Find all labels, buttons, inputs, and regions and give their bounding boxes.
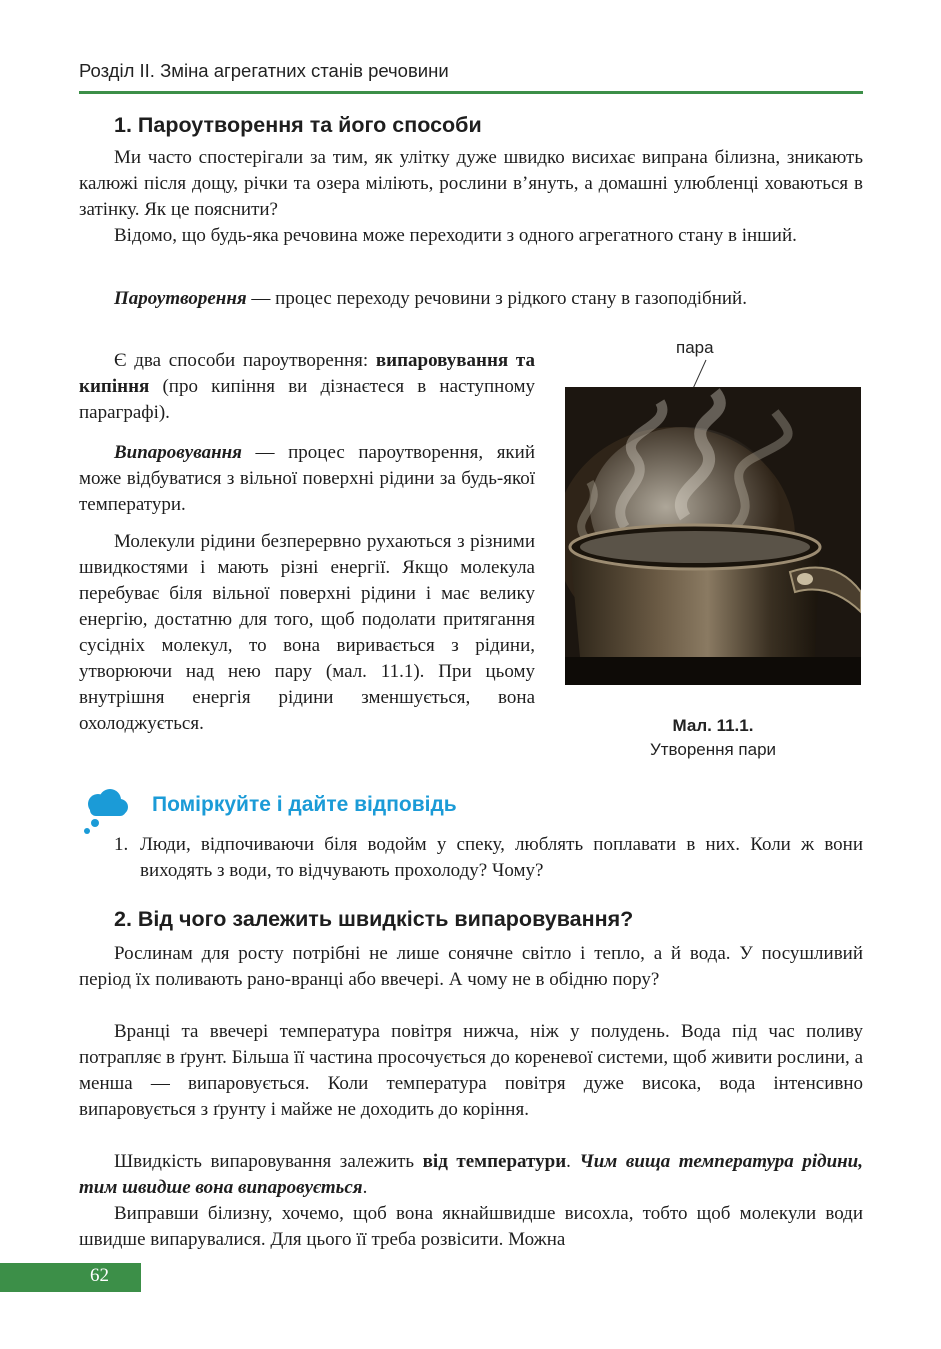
methods-bold: випаровування та кипіння: [79, 350, 535, 397]
chapter-header: Розділ ІІ. Зміна агрегатних станів речовини: [79, 60, 449, 81]
question-list: [114, 832, 863, 884]
section-1-paragraph-1: Ми часто спостерігали за тим, як улітку дуже швидко висихає випрана білизна, зникають калюжі після дощу, річки та озера міліють, рослини в’януть, а домашні улюбленці ховаються в затінку. Як це пояснити?: [79, 147, 863, 220]
header-divider: [79, 91, 863, 94]
temperature-bold: від температури: [422, 1151, 567, 1172]
definition-text: — процес переходу речовини з рідкого стану в газоподібний.: [246, 288, 747, 309]
molecules-paragraph: Молекули рідини безперервно рухаються з різними швидкостями і мають різні енергії. Якщо молекула перебуває біля вільної поверхні рідини і має велику енергію, достатню для того, щоб подолати притягання сусідніх молекул, то вона виривається з рідини, утворюючи над нею пару (мал. 11.1). При цьому внутрішня енергія рідини зменшується, вона охолоджується.: [79, 531, 535, 734]
methods-text-start: Є два способи пароутворення:: [114, 350, 376, 371]
think-block-title: Поміркуйте і дайте відповідь: [152, 793, 457, 816]
section-2-paragraph-2: Вранці та ввечері температура повітря нижча, ніж у полудень. Вода під час поливу потрапляє в ґрунт. Більша її частина просочується до кореневої системи, щоб живити рослини, а менша — випаровується. Коли температура повітря дуже висока, вода інтенсивно випаровується з ґрунту і майже не доходить до коріння.: [79, 1021, 863, 1120]
section-2-paragraph-3: [79, 1149, 863, 1201]
steaming-pot-photo: [565, 387, 861, 685]
section-2-paragraph-4: Виправши білизну, хочемо, щоб вона якнайшвидше висохла, тобто щоб молекули води швидше випарувалися. Для цього її треба розвісити. Можна: [79, 1203, 863, 1250]
evaporation-text: — процес пароутворення, який може відбуватися з вільної поверхні рідини за будь-якої температури.: [79, 442, 535, 515]
temperature-dot: .: [566, 1151, 580, 1172]
steaming-pot-illustration: [565, 387, 861, 685]
page-number-bar: [0, 1263, 141, 1292]
methods-text-end: (про кипіння ви дізнаєтеся в наступному параграфі).: [79, 376, 535, 423]
definition-term: Пароутворення: [114, 288, 247, 309]
figure-caption: [565, 714, 861, 762]
methods-paragraph: [79, 348, 535, 426]
definition-paragraph: [79, 286, 863, 312]
section-2-heading: 2. Від чого залежить швидкість випаровування?: [114, 907, 634, 931]
section-1-heading: 1. Пароутворення та його способи: [114, 113, 482, 137]
question-1-number: 1.: [114, 834, 129, 855]
question-1-text: Люди, відпочиваючи біля водойм у спеку, люблять поплавати в них. Коли ж вони виходять з води, то відчувають прохолоду? Чому?: [140, 834, 863, 881]
evaporation-term: Випаровування: [114, 442, 242, 463]
figure-number: Мал. 11.1.: [672, 716, 754, 735]
section-1-paragraph-2: Відомо, що будь-яка речовина може переходити з одного агрегатного стану в інший.: [114, 225, 797, 246]
section-2-paragraph-1: Рослинам для росту потрібні не лише сонячне світло і тепло, а й вода. У посушливий період їх поливають рано-вранці або ввечері. А чому не в обідню пору?: [79, 943, 863, 990]
thought-cloud-icon: [80, 786, 130, 836]
steam-label: пара: [676, 338, 714, 357]
evaporation-definition: [79, 440, 535, 518]
page-number: 62: [90, 1265, 109, 1286]
temperature-text-start: Швидкість випаровування залежить: [114, 1151, 423, 1172]
temperature-rule: Чим вища температура рідини, тим швидше вона випаровується: [79, 1151, 863, 1198]
temperature-end: .: [362, 1177, 368, 1198]
figure-caption-text: Утворення пари: [649, 740, 777, 759]
